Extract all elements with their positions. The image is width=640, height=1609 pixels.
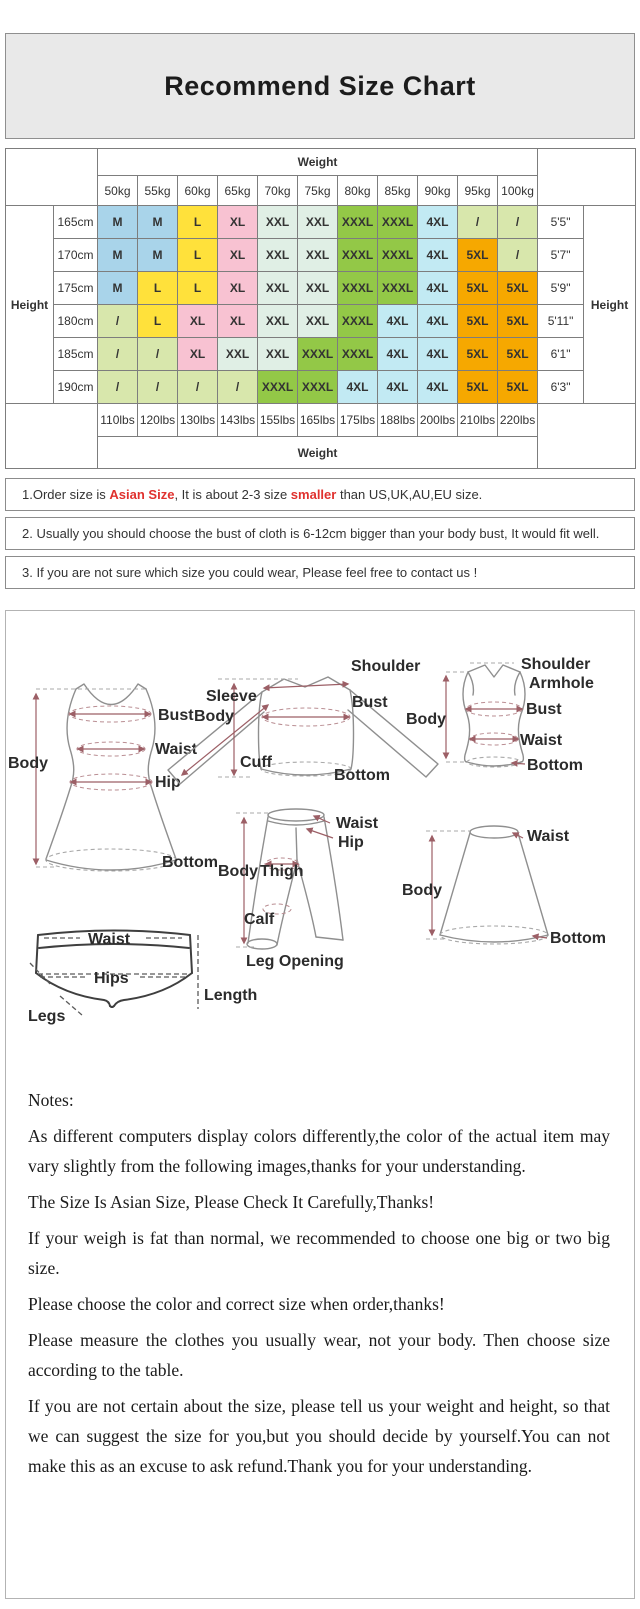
kg-header-cell: 90kg [418,176,458,206]
briefs-waist-label: Waist [88,931,131,948]
height-cm-cell: 170cm [54,239,98,272]
size-cell: / [138,338,178,371]
size-cell: M [138,239,178,272]
notes-heading: Notes: [28,1090,74,1110]
size-cell: / [98,305,138,338]
dress-body-label: Body [8,755,48,772]
vest-bust-label: Bust [526,701,562,718]
size-cell: 5XL [498,272,538,305]
lbs-header-cell: 130lbs [178,404,218,437]
skirt-bottom-label: Bottom [550,930,606,947]
corner-cell-top-left [6,149,98,206]
size-cell: 5XL [498,305,538,338]
briefs-legs-label: Legs [28,1008,66,1025]
size-cell: / [458,206,498,239]
shirt-shoulder-label: Shoulder [351,658,421,675]
size-cell: XXXL [338,206,378,239]
tip-text: , It is about 2-3 size [174,487,291,502]
size-cell: XXXL [338,305,378,338]
shirt-bottom-label: Bottom [334,767,390,784]
shirt-body-label: Body [194,708,234,725]
kg-header-cell: 65kg [218,176,258,206]
size-cell: / [98,371,138,404]
size-tip-3 [5,556,635,589]
size-cell: XXL [218,338,258,371]
weight-header-bottom: Weight [98,437,538,469]
size-cell: 5XL [458,371,498,404]
size-cell: 4XL [338,371,378,404]
briefs-diagram [28,931,257,1026]
lbs-header-cell: 120lbs [138,404,178,437]
size-cell: 4XL [418,305,458,338]
pants-diagram [218,809,379,970]
height-ft-cell: 5'5" [538,206,584,239]
pants-hip-label: Hip [338,834,364,851]
corner-cell-top-right [538,149,636,206]
notes-paragraph: Please measure the clothes you usually wear, not your body. Then choose size according to the table. [28,1330,610,1380]
size-cell: 5XL [458,239,498,272]
title-box [5,33,635,139]
size-cell: XXXL [378,272,418,305]
vest-shoulder-label: Shoulder [521,656,591,673]
lbs-header-cell: 110lbs [98,404,138,437]
size-cell: L [178,239,218,272]
height-cm-cell: 165cm [54,206,98,239]
lbs-header-cell: 143lbs [218,404,258,437]
notes-paragraphs [28,1121,610,1481]
size-cell: / [98,338,138,371]
size-table-row [6,206,636,239]
size-cell: XXXL [338,272,378,305]
shirt-cuff-label: Cuff [240,754,272,771]
size-tip-2 [5,517,635,550]
size-cell: 4XL [418,206,458,239]
notes-paragraph: Please choose the color and correct size when order,thanks! [28,1294,445,1314]
size-cell: XXL [298,272,338,305]
height-cm-cell: 185cm [54,338,98,371]
size-cell: XL [178,338,218,371]
height-cm-cell: 175cm [54,272,98,305]
size-cell: XXXL [298,338,338,371]
size-cell: 4XL [418,338,458,371]
kg-header-cell: 95kg [458,176,498,206]
vest-bottom-label: Bottom [527,757,583,774]
tip-text: 2. Usually you should choose the bust of cloth is 6-12cm bigger than your body bust, It would fit well. [22,526,600,541]
height-ft-cell: 6'1" [538,338,584,371]
lbs-header-cell: 165lbs [298,404,338,437]
size-cell: M [98,272,138,305]
briefs-hips-label: Hips [94,970,129,987]
pants-thigh-label: Thigh [260,863,304,880]
size-cell: / [178,371,218,404]
height-ft-cell: 5'9" [538,272,584,305]
size-cell: 5XL [498,338,538,371]
size-cell: / [498,239,538,272]
size-cell: M [98,239,138,272]
size-table-row [6,305,636,338]
size-cell: 4XL [418,371,458,404]
size-cell: M [138,206,178,239]
size-cell: 4XL [378,305,418,338]
dress-diagram [8,684,218,871]
size-cell: / [218,371,258,404]
dress-hip-label: Hip [155,774,181,791]
size-chart-table [5,148,636,469]
height-label-right: Height [584,206,636,404]
size-cell: XL [218,305,258,338]
kg-header-cell: 70kg [258,176,298,206]
size-table-row [6,239,636,272]
notes-block [6,1085,634,1481]
size-cell: L [138,272,178,305]
vest-waist-label: Waist [520,732,563,749]
shirt-bust-label: Bust [352,694,388,711]
size-cell: L [138,305,178,338]
shirt-sleeve-label: Sleeve [206,688,257,705]
height-label-left: Height [6,206,54,404]
dress-bust-label: Bust [158,707,194,724]
size-cell: XXL [298,305,338,338]
skirt-diagram [402,826,606,947]
skirt-body-label: Body [402,882,442,899]
size-cell: XXL [298,206,338,239]
lbs-header-cell: 155lbs [258,404,298,437]
height-cm-cell: 190cm [54,371,98,404]
size-cell: XXXL [338,239,378,272]
lbs-header-cell: 175lbs [338,404,378,437]
size-cell: 4XL [378,371,418,404]
size-cell: XXL [298,239,338,272]
kg-header-cell: 75kg [298,176,338,206]
size-cell: XL [218,206,258,239]
size-cell: 5XL [498,371,538,404]
weight-header-top: Weight [98,149,538,176]
tip-highlight-text: smaller [290,487,337,502]
measurement-diagrams [6,617,636,1027]
kg-header-cell: 85kg [378,176,418,206]
size-cell: XXL [258,305,298,338]
kg-header-cell: 55kg [138,176,178,206]
tip-highlight-text: Asian Size [109,487,175,502]
size-cell: XXL [258,272,298,305]
size-table-row [6,371,636,404]
size-cell: XXXL [298,371,338,404]
vest-body-label: Body [406,711,446,728]
size-cell: L [178,272,218,305]
size-cell: XXXL [338,338,378,371]
tip-text: than US,UK,AU,EU size. [336,487,483,502]
size-cell: 4XL [378,338,418,371]
size-cell: 5XL [458,305,498,338]
size-tips [5,478,635,589]
size-cell: 5XL [458,272,498,305]
size-tip-1 [5,478,635,511]
pants-waist-label: Waist [336,815,379,832]
dress-waist-label: Waist [155,741,198,758]
lbs-header-cell: 188lbs [378,404,418,437]
size-chart-section [0,0,640,589]
kg-header-cell: 60kg [178,176,218,206]
briefs-length-label: Length [204,987,258,1004]
lbs-header-cell: 200lbs [418,404,458,437]
size-table-row [6,338,636,371]
size-cell: XXXL [378,206,418,239]
size-cell: XXXL [258,371,298,404]
pants-calf-label: Calf [244,911,275,928]
corner-cell-bottom-right [538,404,636,469]
size-cell: XL [218,239,258,272]
page-title: Recommend Size Chart [164,70,476,101]
size-cell: XL [178,305,218,338]
size-table-row [6,272,636,305]
height-cm-cell: 180cm [54,305,98,338]
size-cell: XXL [258,239,298,272]
lbs-header-cell: 210lbs [458,404,498,437]
vest-armhole-label: Armhole [529,675,594,692]
size-cell: L [178,206,218,239]
height-ft-cell: 5'7" [538,239,584,272]
size-cell: 4XL [418,272,458,305]
lbs-header-cell: 220lbs [498,404,538,437]
pants-leg-opening-label: Leg Opening [246,953,344,970]
skirt-waist-label: Waist [527,828,570,845]
corner-cell-bottom-left [6,404,98,469]
notes-paragraph: As different computers display colors differently,the color of the actual item may vary slightly from the following images,thanks for your understanding. [28,1126,610,1176]
size-cell: / [498,206,538,239]
notes-paragraph: If your weigh is fat than normal, we recommended to choose one big or two big size. [28,1228,610,1278]
height-ft-cell: 5'11" [538,305,584,338]
kg-header-cell: 100kg [498,176,538,206]
notes-paragraph: If you are not certain about the size, please tell us your weight and height, so that we can suggest the size for you,but you should decide by yourself.You can not make this as an excuse to ask refund.Thank you for your understanding. [28,1396,610,1476]
kg-header-cell: 50kg [98,176,138,206]
size-cell: 4XL [418,239,458,272]
size-cell: XXXL [378,239,418,272]
height-ft-cell: 6'3" [538,371,584,404]
size-cell: 5XL [458,338,498,371]
shirt-diagram [168,658,438,784]
tip-text: 3. If you are not sure which size you could wear, Please feel free to contact us ! [22,565,478,580]
dress-bottom-label: Bottom [162,854,218,871]
notes-paragraph: The Size Is Asian Size, Please Check It Carefully,Thanks! [28,1192,435,1212]
vest-diagram [406,656,594,774]
size-cell: / [138,371,178,404]
kg-header-cell: 80kg [338,176,378,206]
measurement-section [5,610,635,1599]
size-cell: XXL [258,206,298,239]
pants-body-label: Body [218,863,258,880]
size-cell: XL [218,272,258,305]
tip-text: 1.Order size is [22,487,110,502]
size-cell: M [98,206,138,239]
size-cell: XXL [258,338,298,371]
